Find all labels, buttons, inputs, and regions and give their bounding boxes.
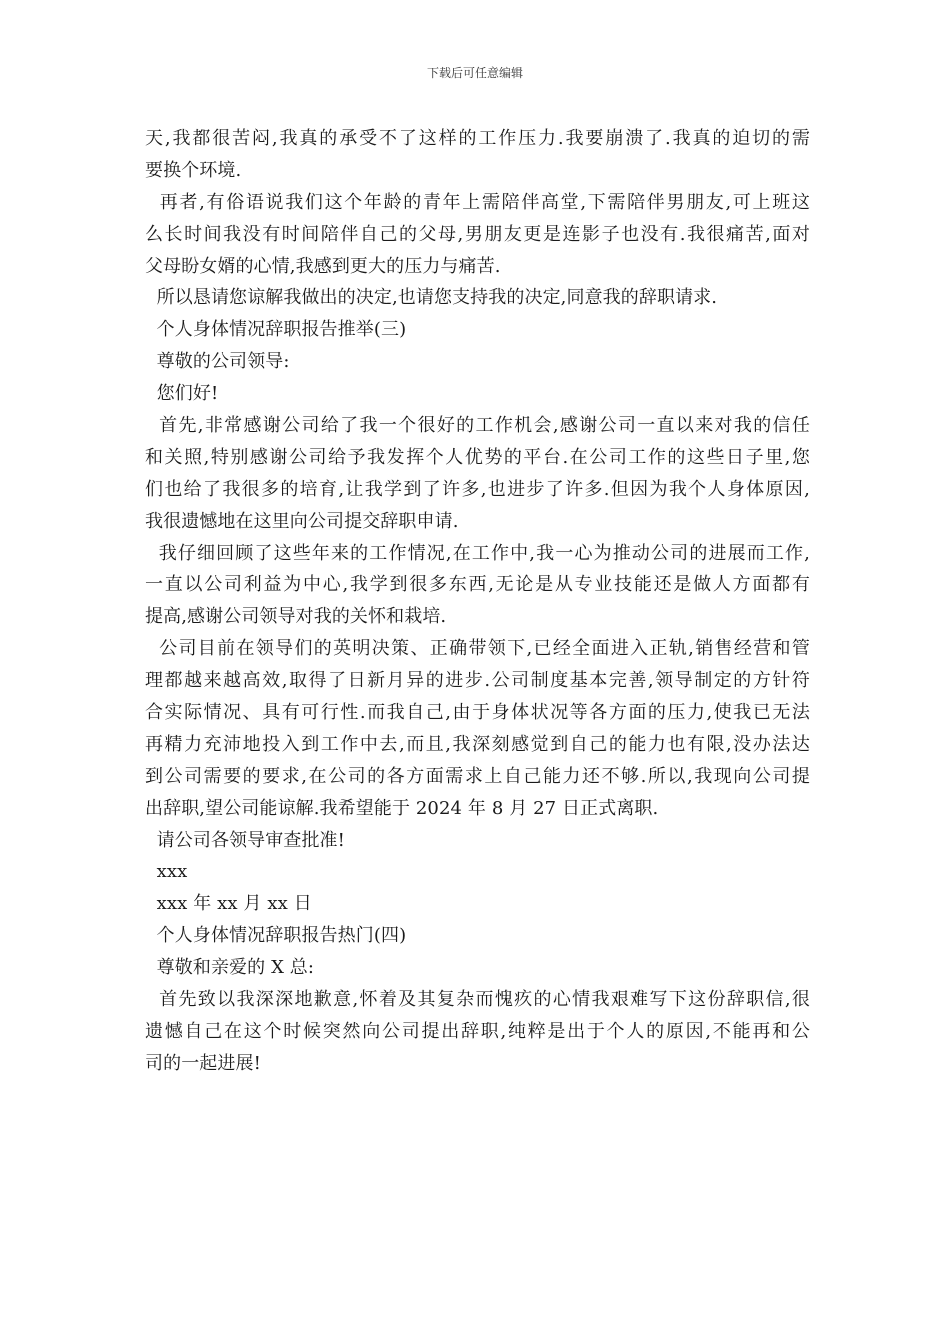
text-line: 您们好! [145, 383, 219, 405]
text-line: 司的一起进展! [145, 1052, 261, 1074]
text-line: xxx 年 xx 月 xx 日 [145, 893, 312, 915]
text-line: 再精力充沛地投入到工作中去,而且,我深刻感觉到自己的能力也有限,没办法达 [145, 733, 810, 755]
text-line: 到公司需要的要求,在公司的各方面需求上自己能力还不够.所以,我现向公司提 [145, 765, 810, 787]
text-line: 遗憾自己在这个时候突然向公司提出辞职,纯粹是出于个人的原因,不能再和公 [145, 1020, 810, 1042]
text-line: 尊敬和亲爱的 X 总: [145, 957, 315, 979]
text-line: 首先,非常感谢公司给了我一个很好的工作机会,感谢公司一直以来对我的信任 [145, 415, 810, 437]
page-header: 下载后可任意编辑 [426, 66, 523, 80]
text-line: 我仔细回顾了这些年来的工作情况,在工作中,我一心为推动公司的进展而工作, [145, 542, 810, 564]
text-line: 理都越来越高效,取得了日新月异的进步.公司制度基本完善,领导制定的方针符 [145, 670, 810, 692]
document-body [145, 123, 810, 1080]
text-line: 天,我都很苦闷,我真的承受不了这样的工作压力.我要崩溃了.我真的迫切的需 [145, 128, 810, 149]
text-line: 公司目前在领导们的英明决策、正确带领下,已经全面进入正轨,销售经营和管 [145, 638, 810, 660]
text-line: 提高,感谢公司领导对我的关怀和栽培. [145, 606, 447, 628]
text-line: 合实际情况、具有可行性.而我自己,由于身体状况等各方面的压力,使我已无法 [145, 702, 810, 724]
text-line: 所以恳请您谅解我做出的决定,也请您支持我的决定,同意我的辞职请求. [145, 287, 718, 309]
text-line: 个人身体情况辞职报告推举(三) [145, 319, 407, 341]
text-line: 和关照,特别感谢公司给予我发挥个人优势的平台.在公司工作的这些日子里,您 [145, 446, 810, 468]
text-line: 一直以公司利益为中心,我学到很多东西,无论是从专业技能还是做人方面都有 [145, 574, 810, 596]
text-line: 么长时间我没有时间陪伴自己的父母,男朋友更是连影子也没有.我很痛苦,面对 [145, 223, 810, 245]
text-line: 父母盼女婿的心情,我感到更大的压力与痛苦. [145, 255, 501, 277]
text-line: 出辞职,望公司能谅解.我希望能于 2024 年 8 月 27 日正式离职. [145, 797, 659, 819]
text-line: 首先致以我深深地歉意,怀着及其复杂而愧疚的心情我艰难写下这份辞职信,很 [145, 989, 810, 1011]
text-line: 我很遗憾地在这里向公司提交辞职申请. [145, 510, 459, 532]
text-line: 要换个环境. [145, 159, 242, 181]
text-line: 个人身体情况辞职报告热门(四) [145, 925, 407, 947]
text-line: 再者,有俗语说我们这个年龄的青年上需陪伴高堂,下需陪伴男朋友,可上班这 [145, 191, 810, 213]
text-line: 请公司各领导审查批准! [145, 829, 345, 851]
text-line: 们也给了我很多的培育,让我学到了许多,也进步了许多.但因为我个人身体原因, [145, 478, 810, 500]
text-line: xxx [145, 861, 188, 883]
text-line: 尊敬的公司领导: [145, 351, 290, 373]
